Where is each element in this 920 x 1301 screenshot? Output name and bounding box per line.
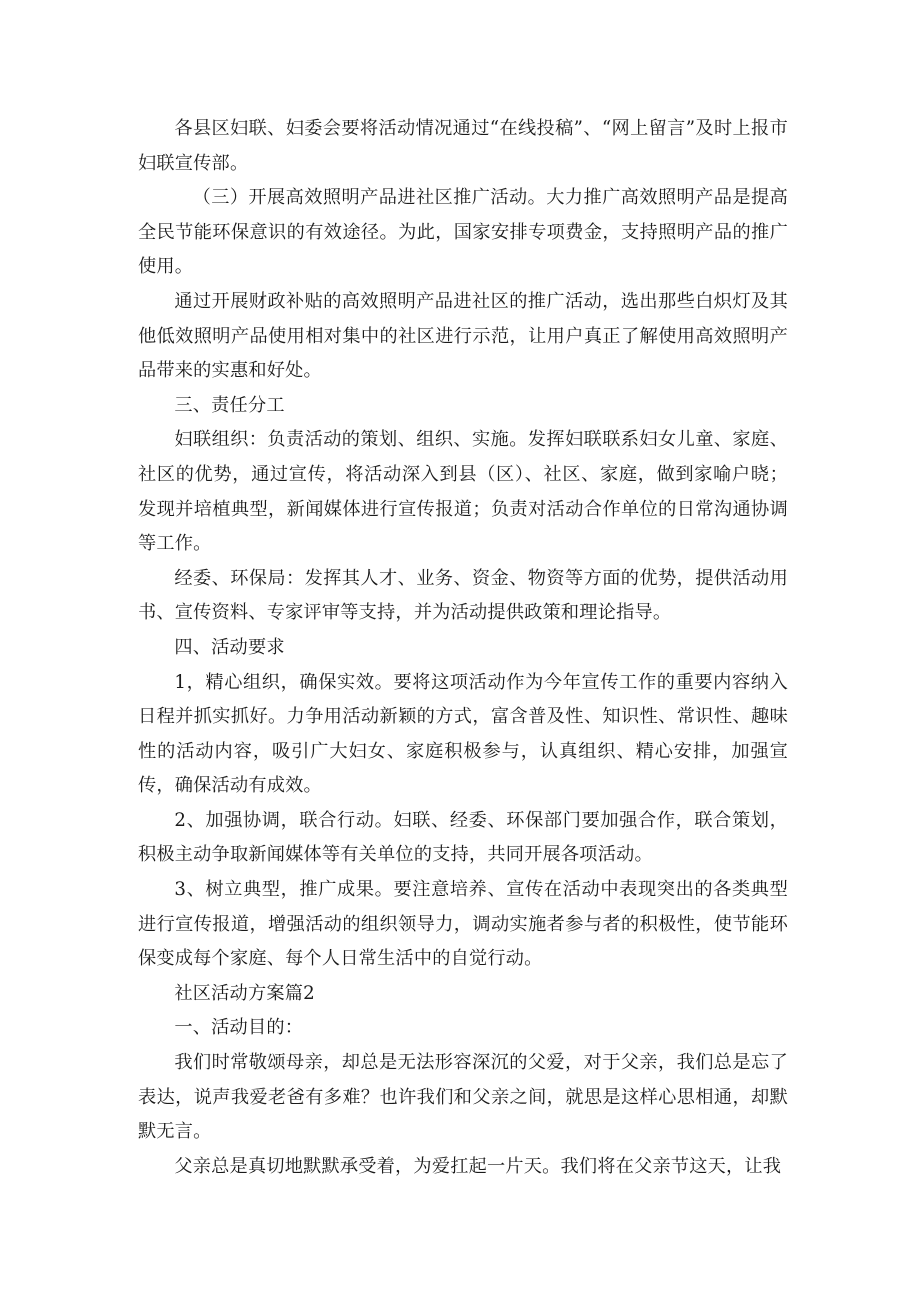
heading-responsibility-division: 三、责任分工 bbox=[174, 394, 285, 416]
paragraph-subsidy-promotion: 通过开展财政补贴的高效照明产品进社区的推广活动，选出那些白炽灯及其他低效照明产品使用相对集中的社区进行示范，让用户真正了解使用高效照明产品带来的实惠和好处。 bbox=[138, 290, 788, 382]
paragraph-fathers-day: 父亲总是真切地默默承受着，为爱扛起一片天。我们将在父亲节这天，让我 bbox=[174, 1155, 782, 1177]
heading-plan-two: 社区活动方案篇2 bbox=[174, 982, 315, 1004]
paragraph-requirement-three: 3、树立典型，推广成果。要注意培养、宣传在活动中表现突出的各类典型进行宣传报道，增强活动的组织领导力，调动实施者参与者的积极性，使节能环保变成每个家庭、每个人日常生活中的自觉行动。 bbox=[138, 879, 788, 970]
paragraph-requirement-one: 1，精心组织，确保实效。要将这项活动作为今年宣传工作的重要内容纳入日程并抓实抓好。力争用活动新颖的方式，富含普及性、知识性、常识性、趣味性的活动内容，吸引广大妇女、家庭积极参与，认真组织、精心安排，加强宣传，确保活动有成效。 bbox=[138, 671, 788, 797]
paragraph-requirement-two: 2、加强协调，联合行动。妇联、经委、环保部门要加强合作，联合策划，积极主动争取新闻媒体等有关单位的支持，共同开展各项活动。 bbox=[138, 809, 788, 866]
heading-activity-purpose: 一、活动目的： bbox=[174, 1017, 304, 1039]
document-page bbox=[138, 112, 788, 1184]
paragraph-womens-federation-duties: 妇联组织：负责活动的策划、组织、实施。发挥妇联联系妇女儿童、家庭、社区的优势，通过宣传，将活动深入到县（区）、社区、家庭，做到家喻户晓；发现并培植典型，新闻媒体进行宣传报道；负责对活动合作单位的日常沟通协调等工作。 bbox=[138, 429, 788, 555]
paragraph-section-three-lighting: （三）开展高效照明产品进社区推广活动。大力推广高效照明产品是提高全民节能环保意识的有效途径。为此，国家安排专项费金，支持照明产品的推广使用。 bbox=[138, 187, 788, 278]
paragraph-fathers-love: 我们时常敬颂母亲，却总是无法形容深沉的父爱，对于父亲，我们总是忘了表达，说声我爱老爸有多难？也许我们和父亲之间，就思是这样心思相通，却默默无言。 bbox=[138, 1052, 788, 1143]
paragraph-report-upload: 各县区妇联、妇委会要将活动情况通过“在线投稿”、“网上留言”及时上报市妇联宣传部。 bbox=[138, 118, 788, 174]
heading-activity-requirements: 四、活动要求 bbox=[174, 636, 285, 658]
paragraph-economic-environment-duties: 经委、环保局：发挥其人才、业务、资金、物资等方面的优势，提供活动用书、宣传资料、专家评审等支持，并为活动提供政策和理论指导。 bbox=[138, 567, 788, 624]
